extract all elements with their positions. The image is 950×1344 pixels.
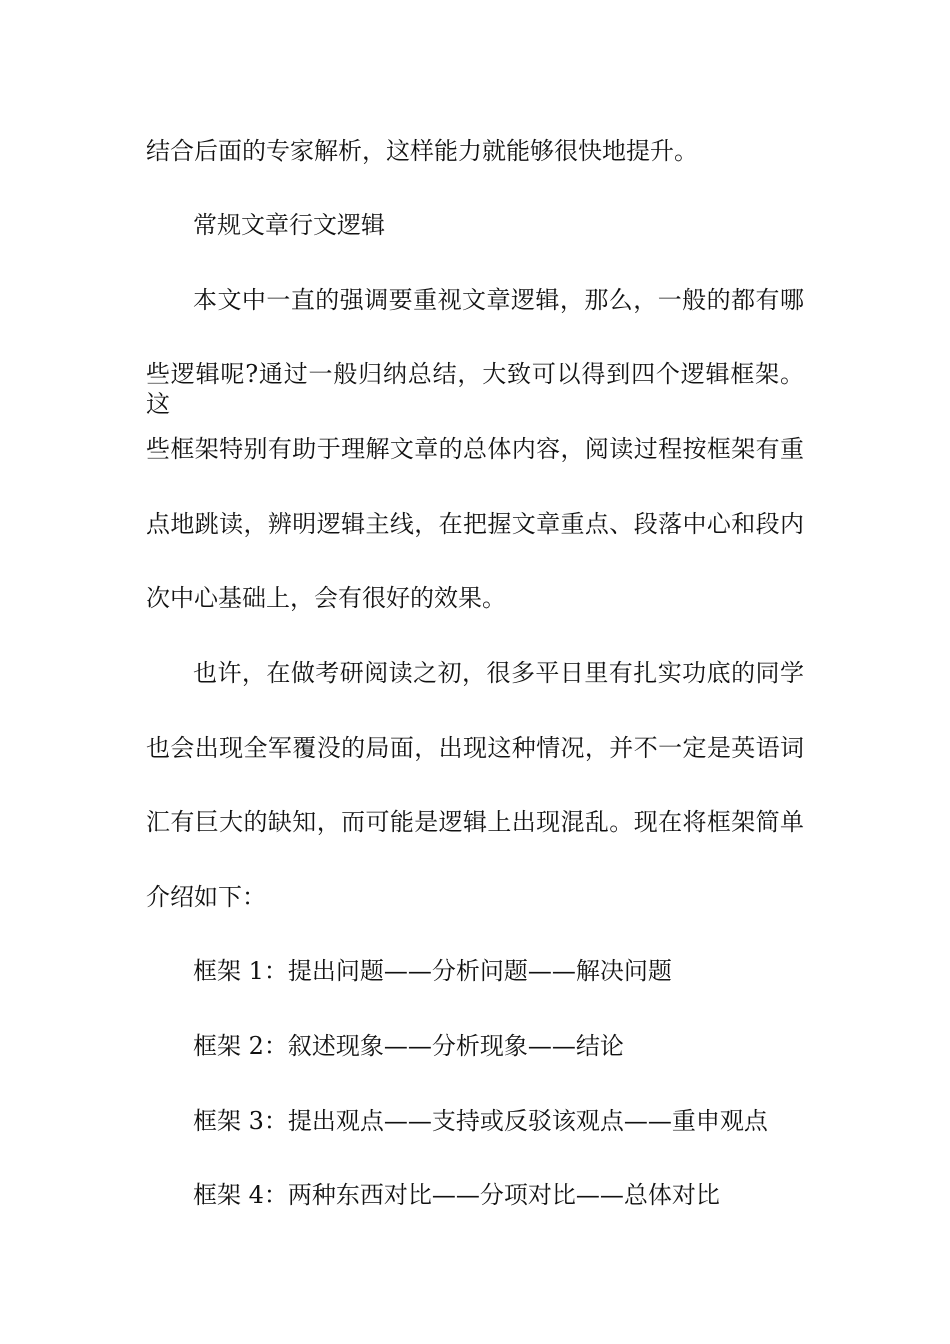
paragraph-line: 些逻辑呢?通过一般归纳总结，大致可以得到四个逻辑框架。这 — [146, 360, 804, 418]
paragraph-line: 也会出现全军覆没的局面，出现这种情况，并不一定是英语词 — [146, 734, 804, 762]
paragraph-line: 些框架特别有助于理解文章的总体内容，阅读过程按框架有重 — [146, 435, 804, 463]
framework-item: 框架 4：两种东西对比——分项对比——总体对比 — [193, 1181, 720, 1209]
framework-item: 框架 2：叙述现象——分析现象——结论 — [193, 1032, 624, 1060]
paragraph-line: 结合后面的专家解析，这样能力就能够很快地提升。 — [146, 137, 698, 165]
section-heading: 常规文章行文逻辑 — [193, 211, 385, 239]
paragraph-line: 也许，在做考研阅读之初，很多平日里有扎实功底的同学 — [193, 659, 804, 687]
framework-item: 框架 3：提出观点——支持或反驳该观点——重申观点 — [193, 1107, 768, 1135]
paragraph-line: 次中心基础上，会有很好的效果。 — [146, 584, 506, 612]
paragraph-line: 介绍如下： — [146, 883, 266, 911]
framework-item: 框架 1：提出问题——分析问题——解决问题 — [193, 957, 672, 985]
paragraph-line: 本文中一直的强调要重视文章逻辑，那么，一般的都有哪 — [193, 286, 804, 314]
paragraph-line: 点地跳读，辨明逻辑主线，在把握文章重点、段落中心和段内 — [146, 510, 804, 538]
paragraph-line: 汇有巨大的缺知，而可能是逻辑上出现混乱。现在将框架简单 — [146, 808, 804, 836]
